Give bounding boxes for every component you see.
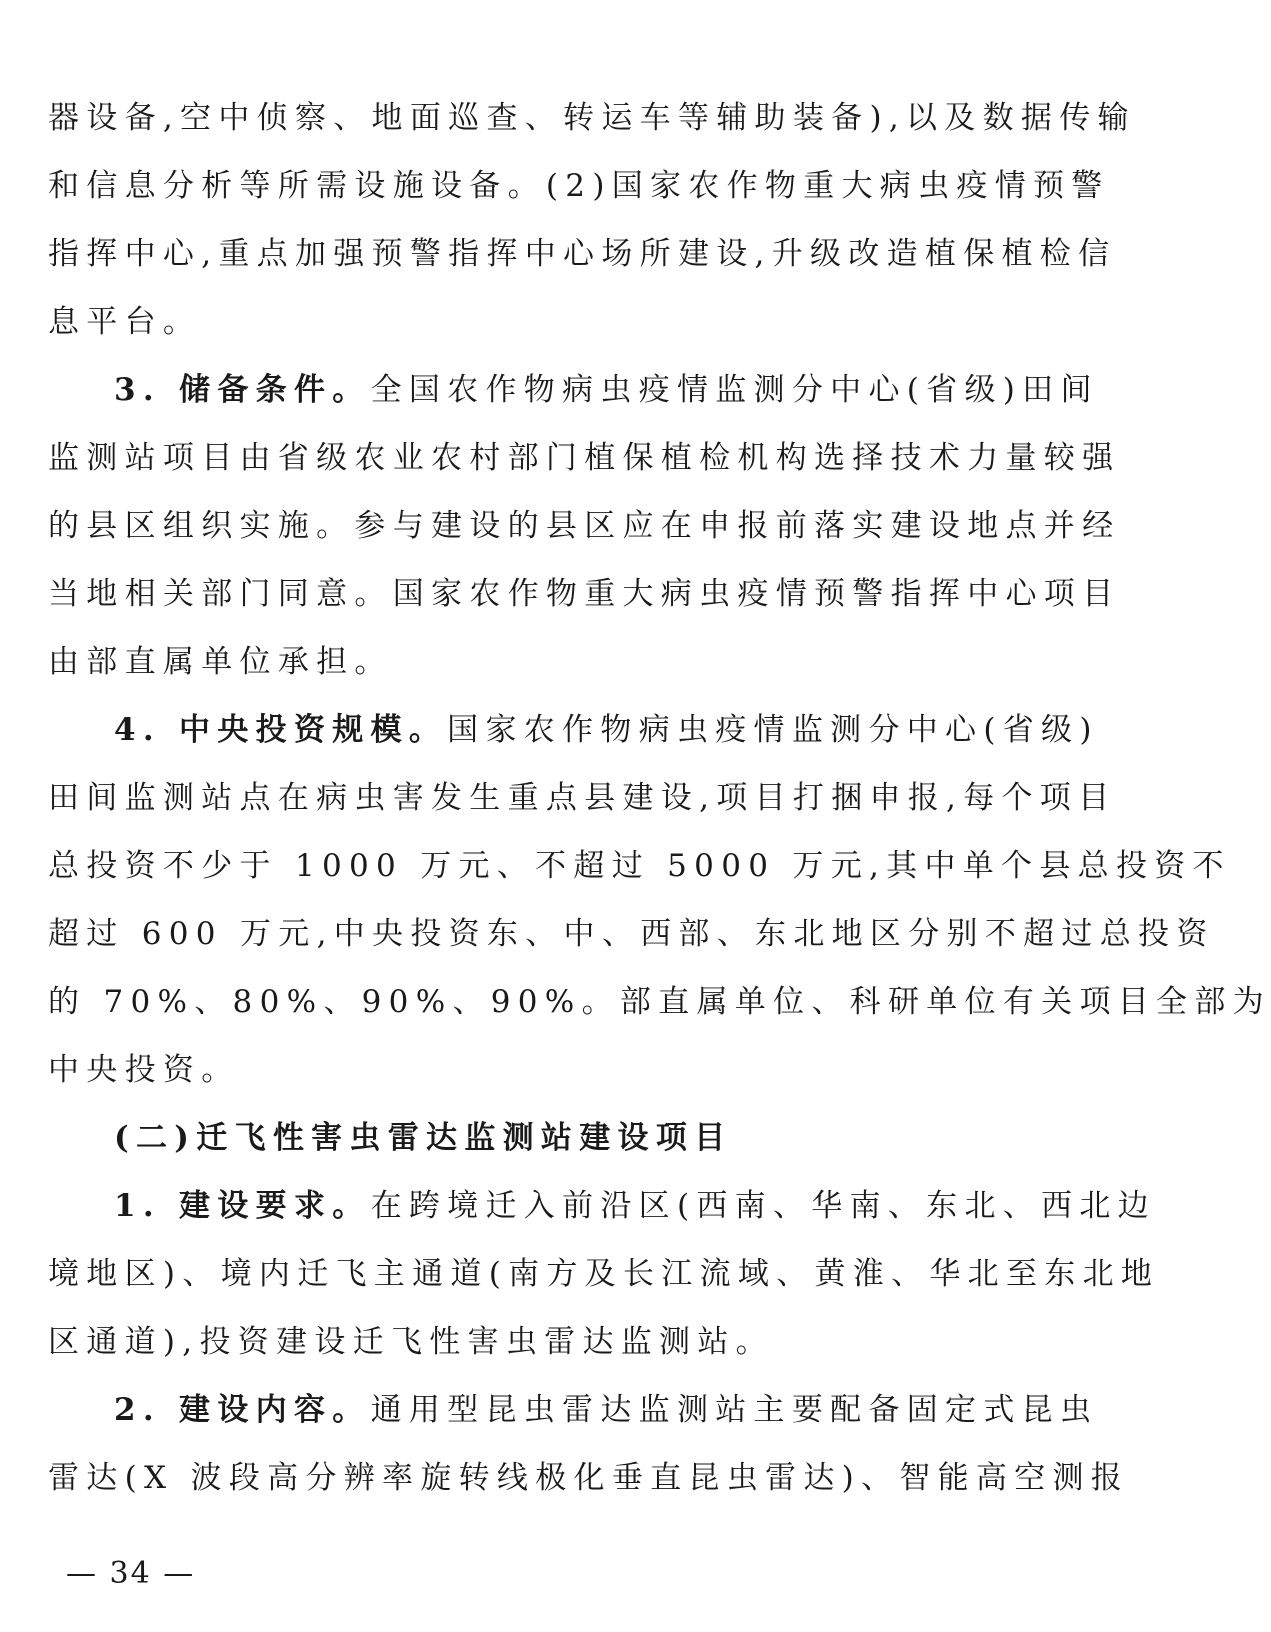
text-line-12 — [48, 832, 1231, 900]
text-line-6 — [48, 424, 1121, 492]
text-line-16 — [48, 1104, 1028, 1172]
text-line-15 — [48, 1036, 1028, 1104]
line-text: 监测站项目由省级农业农村部门植保植检机构选择技术力量较强 — [48, 440, 1121, 476]
text-line-9 — [48, 628, 1028, 696]
text-line-18 — [48, 1240, 1160, 1308]
line-text: 全国农作物病虫疫情监测分中心(省级)田间 — [370, 372, 1099, 408]
line-text: 总投资不少于 1000 万元、不超过 5000 万元,其中单个县总投资不 — [48, 848, 1231, 884]
section-heading-construction-requirements: 1. 建设要求。 — [114, 1188, 371, 1224]
line-text: 指挥中心,重点加强预警指挥中心场所建设,升级改造植保植检信 — [48, 236, 1117, 272]
text-line-7 — [48, 492, 1121, 560]
text-line-11 — [48, 764, 1117, 832]
text-line-4 — [48, 288, 1028, 356]
line-text: 境地区)、境内迁飞主通道(南方及长江流域、黄淮、华北至东北地 — [48, 1256, 1160, 1292]
line-text: 通用型昆虫雷达监测站主要配备固定式昆虫 — [370, 1392, 1099, 1428]
line-text: 当地相关部门同意。国家农作物重大病虫疫情预警指挥中心项目 — [48, 576, 1121, 612]
section-heading-radar-project: (二)迁飞性害虫雷达监测站建设项目 — [114, 1120, 733, 1156]
section-heading-storage-conditions: 3. 储备条件。 — [114, 372, 371, 408]
line-text: 和信息分析等所需设施设备。(2)国家农作物重大病虫疫情预警 — [48, 168, 1110, 204]
line-text: 国家农作物病虫疫情监测分中心(省级) — [447, 712, 1099, 748]
text-line-13 — [48, 900, 1215, 968]
line-text: 息平台。 — [48, 304, 202, 340]
body-text — [48, 84, 1271, 1512]
line-text: 区通道),投资建设迁飞性害虫雷达监测站。 — [48, 1324, 774, 1360]
text-line-8 — [48, 560, 1121, 628]
text-line-14 — [48, 968, 1271, 1036]
line-text: 田间监测站点在病虫害发生重点县建设,项目打捆申报,每个项目 — [48, 780, 1117, 816]
text-line-5 — [48, 356, 1099, 424]
text-line-20 — [48, 1376, 1099, 1444]
line-text: 由部直属单位承担。 — [48, 644, 393, 680]
text-line-21 — [48, 1444, 1130, 1512]
text-line-10 — [48, 696, 1099, 764]
text-line-1 — [48, 84, 1136, 152]
line-text: 器设备,空中侦察、地面巡查、转运车等辅助装备),以及数据传输 — [48, 100, 1136, 136]
text-line-17 — [48, 1172, 1156, 1240]
line-text: 的 70%、80%、90%、90%。部直属单位、科研单位有关项目全部为 — [48, 984, 1271, 1020]
line-text: 雷达(X 波段高分辨率旋转线极化垂直昆虫雷达)、智能高空测报 — [48, 1460, 1130, 1496]
text-line-2 — [48, 152, 1110, 220]
line-text: 的县区组织实施。参与建设的县区应在申报前落实建设地点并经 — [48, 508, 1121, 544]
line-text: 超过 600 万元,中央投资东、中、西部、东北地区分别不超过总投资 — [48, 916, 1215, 952]
text-line-19 — [48, 1308, 1028, 1376]
text-line-3 — [48, 220, 1117, 288]
section-heading-construction-content: 2. 建设内容。 — [114, 1392, 371, 1428]
line-text: 中央投资。 — [48, 1052, 240, 1088]
page-number: — 34 — — [66, 1556, 196, 1591]
line-text: 在跨境迁入前沿区(西南、华南、东北、西北边 — [370, 1188, 1156, 1224]
section-heading-central-investment: 4. 中央投资规模。 — [114, 712, 448, 748]
